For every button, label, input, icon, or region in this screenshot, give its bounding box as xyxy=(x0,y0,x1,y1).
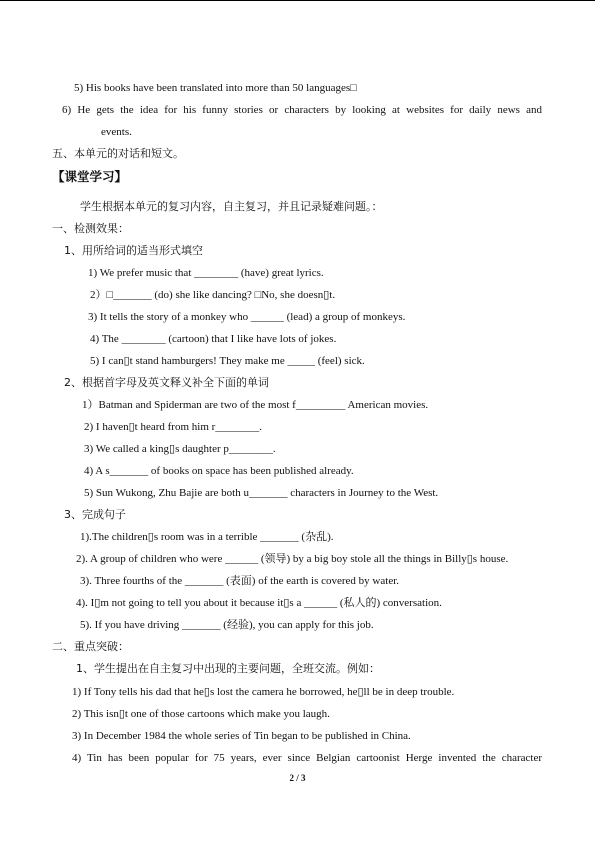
page-number: 2 / 3 xyxy=(289,773,306,783)
exercise-heading: 2、根据首字母及英文释义补全下面的单词 xyxy=(64,376,269,389)
exercise-item: 3) It tells the story of a monkey who ______ (lead) a group of monkeys. xyxy=(88,311,406,323)
exercise-item: 1).The children▯s room was in a terrible _______ (杂乱). xyxy=(80,531,334,543)
exercise-item: 2）□_______ (do) she like dancing? □No, she doesn▯t. xyxy=(90,289,336,301)
exercise-item: 4). I▯m not going to tell you about it because it▯s a ______ (私人的) conversation. xyxy=(76,597,442,609)
exercise-item: 1）Batman and Spiderman are two of the most f_________ American movies. xyxy=(82,399,429,411)
exercise-item: 5). If you have driving _______ (经验), you can apply for this job. xyxy=(80,619,374,631)
exercise-item: 2) I haven▯t heard from him r________. xyxy=(84,421,263,433)
exercise-item: 3) We called a king▯s daughter p________. xyxy=(84,443,276,455)
example-sentence: 4) Tin has been popular for 75 years, ever since Belgian cartoonist Herge invented the character xyxy=(72,752,542,764)
text-line: 5) His books have been translated into more than 50 languages□ xyxy=(74,82,357,94)
instruction-text: 学生根据本单元的复习内容，自主复习，并且记录疑难问题。： xyxy=(80,200,383,213)
page-top-border xyxy=(0,0,595,1)
instruction-text: 1、学生提出在自主复习中出现的主要问题，全班交流。例如： xyxy=(76,662,380,675)
text-line: events. xyxy=(101,126,132,138)
exercise-item: 1) We prefer music that ________ (have) great lyrics. xyxy=(88,267,324,279)
exercise-item: 5) I can▯t stand hamburgers! They make me _____ (feel) sick. xyxy=(90,355,365,367)
exercise-item: 4) The ________ (cartoon) that I like have lots of jokes. xyxy=(90,333,337,345)
exercise-heading: 3、完成句子 xyxy=(64,508,126,521)
section-heading: 一、检测效果： xyxy=(52,222,129,235)
section-heading: 五、本单元的对话和短文。 xyxy=(52,147,184,160)
example-sentence: 1) If Tony tells his dad that he▯s lost the camera he borrowed, he▯ll be in deep trouble. xyxy=(72,686,455,698)
exercise-heading: 1、用所给词的适当形式填空 xyxy=(64,244,203,257)
section-title: 【课堂学习】 xyxy=(52,169,128,184)
example-sentence: 3) In December 1984 the whole series of Tin began to be published in China. xyxy=(72,730,411,742)
exercise-item: 4) A s_______ of books on space has been published already. xyxy=(84,465,354,477)
example-sentence: 2) This isn▯t one of those cartoons which make you laugh. xyxy=(72,708,330,720)
exercise-item: 2). A group of children who were ______ (领导) by a big boy stole all the things in Billy▯s house. xyxy=(76,553,509,565)
exercise-item: 3). Three fourths of the _______ (表面) of the earth is covered by water. xyxy=(80,575,400,587)
text-line: 6) He gets the idea for his funny stories or characters by looking at websites for daily news and xyxy=(62,104,542,116)
section-heading: 二、重点突破： xyxy=(52,640,129,653)
exercise-item: 5) Sun Wukong, Zhu Bajie are both u_______ characters in Journey to the West. xyxy=(84,487,439,499)
